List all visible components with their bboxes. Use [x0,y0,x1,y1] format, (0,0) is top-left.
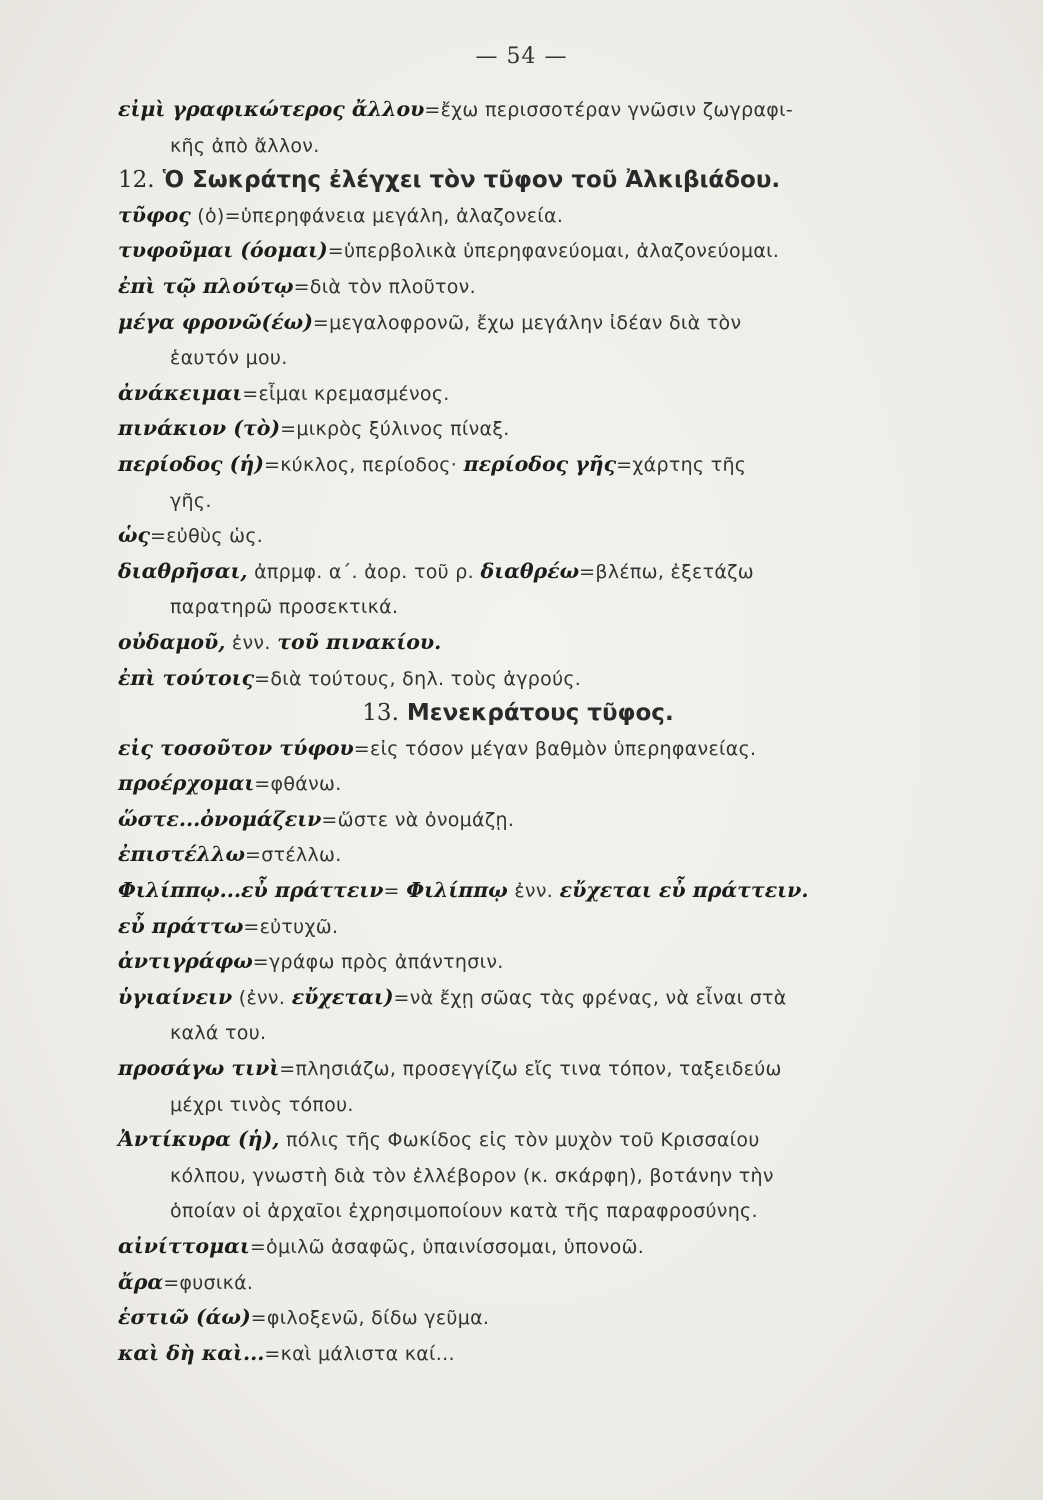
glossary-entry [118,92,958,128]
entry-definition: =εἰς τόσον μέγαν βαθμὸν ὑπερηφανείας. [353,737,757,760]
entry-continuation [118,1158,958,1194]
section-number: 13. [362,700,399,727]
entry-definition: ἐνν. [514,880,554,903]
entry-term: ἀντιγράφω [118,949,253,974]
entry-continuation [118,1015,958,1051]
entry-definition: μέχρι τινὸς τόπου. [170,1093,354,1116]
entry-definition: =κύκλος, περίοδος· [263,453,458,476]
glossary-entry [118,1300,958,1336]
glossary-entry [118,1265,958,1301]
entry-term: διαθρῆσαι, [118,558,248,583]
entry-definition: =γράφω πρὸς ἀπάντησιν. [252,951,504,974]
glossary-entry [118,980,958,1016]
entry-term: προσάγω τινὶ [118,1056,280,1081]
entry-definition: κῆς ἀπὸ ἄλλον. [170,134,320,157]
entry-definition: =μικρὸς ξύλινος πίναξ. [280,418,510,441]
entry-definition: =φιλοξενῶ, δίδω γεῦμα. [250,1307,490,1330]
entry-definition: =ὥστε νὰ ὀνομάζῃ. [321,808,515,831]
entry-term: ὑγιαίνειν [118,984,233,1009]
glossary-entry [118,944,958,980]
entry-term: μέγα φρονῶ(έω) [118,309,313,334]
entry-definition: =μεγαλοφρονῶ, ἔχω μεγάλην ἰδέαν διὰ τὸν [312,311,742,334]
entry-term: Φιλίππῳ...εὖ πράττειν [118,878,384,903]
entry-definition: =ἔχω περισσοτέραν γνῶσιν ζωγραφι- [424,99,793,121]
entry-definition: (ὁ)=ὑπερηφάνεια μεγάλη, ἀλαζονεία. [197,204,564,227]
glossary-entry [118,909,958,945]
section-number: 12. [118,167,155,194]
entry-definition: =καὶ μάλιστα καί... [264,1342,455,1365]
entry-term: εἰμὶ γραφικώτερος ἄλλου [118,97,425,121]
entry-definition: =βλέπω, ἐξετάζω [579,560,755,583]
entry-definition: ἀπρμφ. α΄. ἀορ. τοῦ ρ. [254,560,474,583]
entry-definition: = [383,880,400,903]
entry-definition: ὁποίαν οἱ ἀρχαῖοι ἐχρησιμοποίουν κατὰ τῆς παραφροσύνης. [170,1200,758,1223]
entry-definition: =ὁμιλῶ ἀσαφῶς, ὑπαινίσσομαι, ὑπονοῶ. [249,1236,645,1258]
entry-term: καὶ δὴ καὶ... [118,1340,265,1365]
entry-term: Ἀντίκυρα (ἡ), [118,1127,280,1152]
glossary-entry [118,554,958,590]
entry-definition: =εὐτυχῶ. [243,915,339,938]
entry-term: Φιλίππῳ [406,878,508,903]
glossary-entry [118,411,958,447]
entry-definition: =διὰ τὸν πλοῦτον. [293,275,476,298]
glossary-entry [118,447,958,483]
glossary-entry [118,1229,958,1265]
entry-term: ἐπὶ τῷ πλούτῳ [118,273,294,298]
entry-continuation [118,128,958,164]
glossary-entry [118,802,958,838]
entry-term: αἰνίττομαι [118,1234,250,1258]
entry-continuation [118,340,958,376]
glossary-text [118,92,958,1371]
entry-term: περίοδος (ἡ) [118,451,264,476]
entry-definition: καλά του. [170,1022,267,1045]
entry-definition: παρατηρῶ προσεκτικά. [170,596,399,619]
glossary-entry [118,766,958,802]
section-heading [118,696,958,731]
entry-continuation [118,483,958,519]
entry-continuation [118,1193,958,1229]
entry-term: εὔχεται εὖ πράττειν. [559,878,809,903]
entry-term: ἑστιῶ (άω) [118,1305,251,1330]
entry-definition: =πλησιάζω, προσεγγίζω εἴς τινα τόπον, ταξειδεύω [279,1058,782,1081]
entry-definition: ἑαυτόν μου. [170,347,288,370]
glossary-entry [118,1336,958,1372]
entry-term: περίοδος γῆς [463,451,617,476]
entry-term: εἰς τοσοῦτον τύφου [118,735,354,760]
glossary-entry [118,873,958,909]
section-title: Ὁ Σωκράτης ἐλέγχει τὸν τῦφον τοῦ Ἀλκιβιάδου. [162,167,781,194]
entry-term: εὖ πράττω [118,913,244,938]
section-title: Μενεκράτους τῦφος. [406,700,674,727]
entry-term: ὥστε...ὀνομάζειν [118,806,322,831]
entry-term: οὐδαμοῦ, [118,629,226,654]
entry-definition: =φθάνω. [254,773,342,796]
entry-term: ἐπὶ τούτοις [118,665,255,690]
entry-definition: =χάρτης τῆς [616,453,747,476]
entry-definition: γῆς. [170,489,212,512]
glossary-entry [118,198,958,234]
entry-definition: =εὐθὺς ὡς. [150,525,264,548]
entry-definition: ἐνν. [231,631,271,654]
entry-term: διαθρέω [480,558,580,583]
entry-term: πινάκιον (τὸ) [118,416,281,441]
glossary-entry [118,269,958,305]
glossary-entry [118,518,958,554]
entry-definition: =στέλλω. [245,844,342,867]
glossary-entry [118,625,958,661]
entry-term: εὔχεται) [291,984,394,1009]
glossary-entry [118,376,958,412]
entry-definition: =νὰ ἔχῃ σῶας τὰς φρένας, νὰ εἶναι στὰ [393,986,787,1009]
entry-term: τῦφος [118,202,191,227]
glossary-entry [118,1122,958,1158]
entry-term: προέρχομαι [118,771,255,796]
entry-definition: =ὑπερβολικὰ ὑπερηφανεύομαι, ἀλαζονεύομαι. [327,240,780,263]
entry-term: τοῦ πινακίου. [277,629,442,654]
glossary-entry [118,305,958,341]
entry-term: ὡς [118,523,151,548]
entry-term: τυφοῦμαι (όομαι) [118,238,328,263]
entry-continuation [118,589,958,625]
entry-continuation [118,1087,958,1123]
entry-definition: =εἶμαι κρεμασμένος. [242,382,450,405]
entry-term: ἀνάκειμαι [118,380,243,405]
page-number: — 54 — [475,44,568,69]
entry-definition: =φυσικά. [163,1271,254,1294]
entry-definition: κόλπου, γνωστὴ διὰ τὸν ἐλλέβορον (κ. σκάρφη), βοτάνην τὴν [170,1164,774,1187]
glossary-entry [118,731,958,767]
entry-definition: =διὰ τούτους, δηλ. τοὺς ἀγρούς. [254,667,582,690]
entry-definition: πόλις τῆς Φωκίδος εἰς τὸν μυχὸν τοῦ Κρισσαίου [285,1129,760,1152]
entry-definition: (ἐνν. [238,986,286,1009]
section-heading [118,163,958,198]
entry-term: ἐπιστέλλω [118,842,246,867]
glossary-entry [118,1051,958,1087]
entry-term: ἄρα [118,1269,164,1294]
glossary-entry [118,837,958,873]
glossary-entry [118,233,958,269]
glossary-entry [118,661,958,697]
